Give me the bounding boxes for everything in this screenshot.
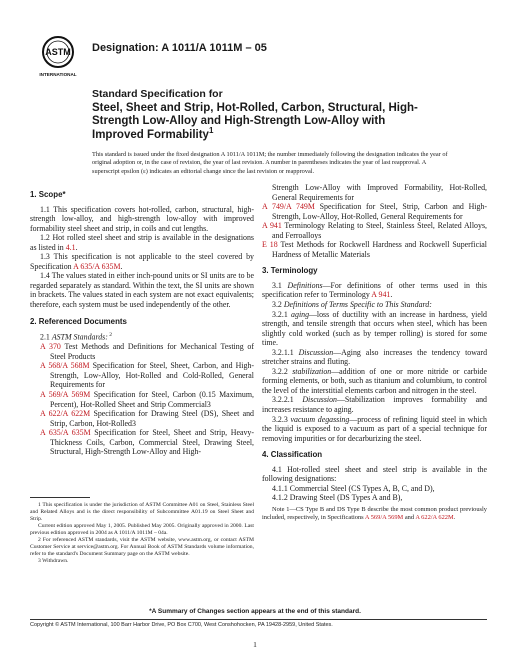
title-line-4: Improved Formability$^1$ (92, 125, 214, 141)
copyright: Copyright © ASTM International, 100 Barr Harbor Drive, PO Box C700, West Conshohocken, PA 19428-2959, United States. (30, 622, 333, 628)
para-1-1: 1.1 This specification covers hot-rolled, carbon, structural, high-strength low-alloy, and high-strength low-alloy with improved formability steel sheet and strip, in coils and cut lengths. (30, 204, 254, 233)
para-4-1: 4.1 Hot-rolled steel sheet and steel strip is available in the following designations: (262, 464, 487, 484)
footnote-2: 2 For referenced ASTM standards, visit the ASTM website, www.astm.org, or contact ASTM Customer Service at service@astm.org. For Annual Book of ASTM Standards volume information, refer to the standard's Document Summary page on the ASTM website. (30, 537, 254, 557)
link-e18[interactable]: E 18 (262, 240, 278, 250)
footnotes (30, 502, 254, 565)
page-number: 1 (253, 640, 257, 649)
svg-text:ASTM: ASTM (45, 47, 71, 57)
link-a622-note[interactable]: A 622/A 622M (415, 513, 454, 521)
footer-rule (30, 619, 487, 620)
summary-note: *A Summary of Changes section appears at the end of this standard. (149, 608, 361, 615)
link-a568[interactable]: A 568/A 568M (40, 361, 90, 371)
note-1: Note 1—CS Type B and DS Type B describe the most common product previously included, respectively, in Specifications A 569/A 569M and A 622/A 622M. (262, 505, 487, 521)
ref-item: A 749/A 749M Specification for Steel, Strip, Carbon and High-Strength, Low-Alloy, Hot-Rolled, General Requirements for (262, 202, 487, 221)
section-1-heading: 1. Scope* (30, 190, 66, 199)
link-a749[interactable]: A 749/A 749M (262, 202, 315, 212)
para-3-2-2-1: 3.2.2.1 Discussion—Stabilization improves formability and increases resistance to aging. (262, 395, 488, 415)
para-3-2-1: 3.2.1 aging—loss of ductility with an increase in hardness, yield strength, and tensile strength that occurs when steel, which has been slightly cold worked (such as by temper rolling) is stored for some time. (262, 309, 487, 348)
astm-logo (38, 34, 78, 80)
link-a370[interactable]: A 370 (40, 342, 61, 352)
designation: Designation: A 1011/A 1011M – 05 (92, 42, 267, 54)
ref-item: A 370 Test Methods and Definitions for Mechanical Testing of Steel Products (40, 342, 254, 361)
para-3-2-3: 3.2.3 vacuum degassing—process of refining liquid steel in which the liquid is exposed to a vacuum as part of a special technique for removing impurities or for decarburizing the steel. (262, 414, 487, 443)
svg-text:INTERNATIONAL: INTERNATIONAL (39, 72, 77, 77)
para-3-2-1-1: 3.2.1.1 Discussion—Aging also increases the tendency toward stretcher strains and fluting. (262, 347, 488, 367)
para-3-2-2: 3.2.2 stabilization—addition of one or more nitride or carbide forming elements, or both, such as titanium and columbium, to control the level of the interstitial elements carbon and nitrogen in the steel. (262, 366, 487, 395)
footnote-1-edition: Current edition approved May 1, 2005. Published May 2005. Originally approved in 2000. Last previous edition approved in 2004 as A 1011/A 1011M – 04a. (30, 523, 254, 536)
link-a635-ref[interactable]: A 635/A 635M (40, 428, 91, 438)
para-3-1: 3.1 Definitions—For definitions of other terms used in this specification refer to Terminology A 941. (262, 280, 487, 300)
para-1-2: 1.2 Hot rolled steel sheet and strip is available in the designations as listed in 4.1. (30, 233, 254, 252)
ref-item: A 635/A 635M Specification for Steel, Sheet and Strip, Heavy-Thickness Coils, Carbon, Commercial Steel, Drawing Steel, Structural, High-Strength Low-Alloy and High- (40, 428, 254, 457)
para-2-1: 2.1 ASTM Standards: $^2$ (40, 332, 113, 342)
section-3-heading: 3. Terminology (262, 266, 318, 276)
footnote-rule (30, 497, 90, 498)
title-line-1: Standard Specification for (92, 88, 223, 100)
para-1-3: 1.3 This specification is not applicable to the steel covered by Specification A 635/A 635M. (30, 252, 254, 271)
document-title (92, 88, 472, 142)
ref-item: A 941 Terminology Relating to Steel, Stainless Steel, Related Alloys, and Ferroalloys (262, 221, 487, 240)
link-a941[interactable]: A 941 (262, 221, 282, 231)
link-a635[interactable]: A 635/A 635M (73, 261, 121, 271)
footnote-1: 1 This specification is under the jurisdiction of ASTM Committee A01 on Steel, Stainless Steel and Related Alloys and is the direct responsibility of Subcommittee A01.19 on Steel Sheet and Strip. (30, 502, 254, 522)
para-4-1-2: 4.1.2 Drawing Steel (DS Types A and B), (272, 493, 403, 503)
link-4-1[interactable]: 4.1 (65, 242, 76, 252)
link-a622[interactable]: A 622/A 622M (40, 409, 91, 419)
section-2-heading: 2. Referenced Documents (30, 316, 127, 326)
footnote-3: 3 Withdrawn. (38, 558, 69, 564)
title-footnote-mark: 1 (208, 125, 214, 135)
ref-item: E 18 Test Methods for Rockwell Hardness and Rockwell Superficial Hardness of Metallic Materials (262, 240, 487, 259)
section-4-heading: 4. Classification (262, 450, 323, 460)
left-column (30, 183, 254, 457)
title-line-3: Strength Low-Alloy and High-Strength Low-Alloy with (92, 115, 386, 128)
para-1-4: 1.4 The values stated in either inch-pound units or SI units are to be regarded separately as standard. Within the text, the SI units are shown in brackets. The values stated in each system are not exact equivalents; therefore, each system must be used independently of the other. (30, 271, 254, 310)
ref-continuation: Strength Low-Alloy with Improved Formability, Hot-Rolled, General Requirements for (272, 183, 487, 202)
link-a569[interactable]: A 569/A 569M (40, 390, 91, 400)
ref-item: A 569/A 569M Specification for Steel, Carbon (0.15 Maximum, Percent), Hot-Rolled Sheet and Strip Commercial3 (40, 390, 254, 409)
para-3-2: 3.2 Definitions of Terms Specific to This Standard: (272, 300, 432, 310)
right-column (262, 183, 487, 522)
ref-item: A 622/A 622M Specification for Drawing Steel (DS), Sheet and Strip, Carbon, Hot-Rolled3 (40, 409, 254, 428)
issuance-notice: This standard is issued under the fixed designation A 1011/A 1011M; the number immediately following the designation indicates the year of original adoption or, in the case of revision, the year of last revision. A number in parentheses indicates the year of last reapproval. A superscript epsilon (ε) indicates an editorial change since the last revision or reapproval. (92, 151, 448, 175)
link-a569-note[interactable]: A 569/A 569M (364, 513, 404, 521)
title-line-2: Steel, Sheet and Strip, Hot-Rolled, Carbon, Structural, High- (92, 101, 418, 114)
link-a941-term[interactable]: A 941 (371, 290, 391, 300)
para-4-1-1: 4.1.1 Commercial Steel (CS Types A, B, C, and D), (272, 483, 435, 493)
ref-item: A 568/A 568M Specification for Steel, Sheet, Carbon, and High-Strength, Low-Alloy, Hot-Rolled and Cold-Rolled, General Requirements for (40, 361, 254, 390)
